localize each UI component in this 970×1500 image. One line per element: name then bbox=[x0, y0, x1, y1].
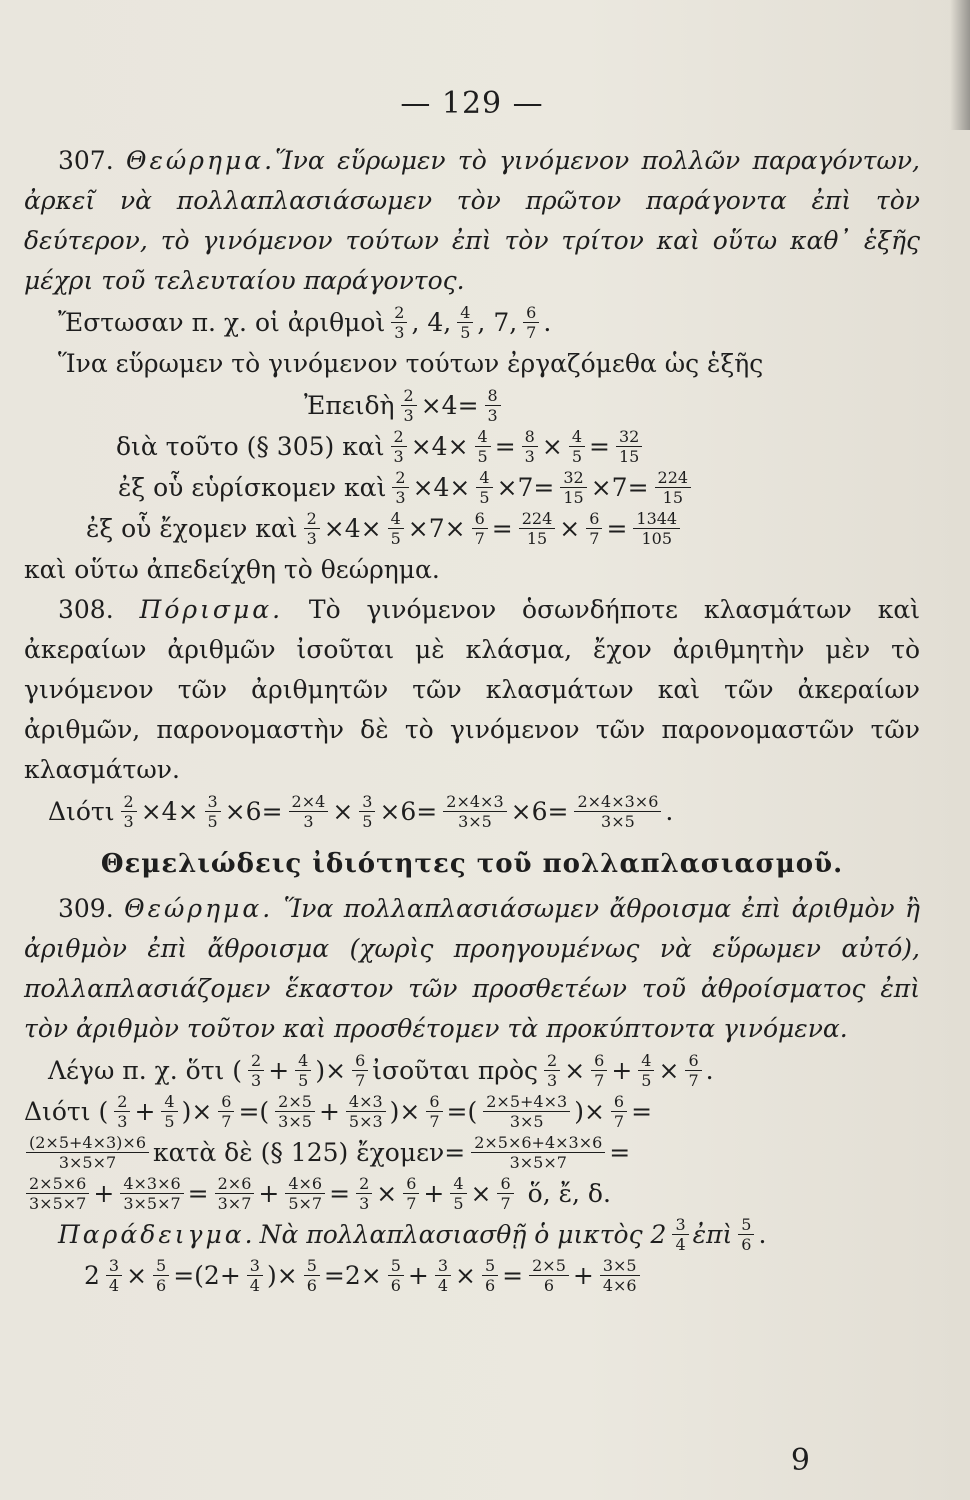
eq-op: = bbox=[491, 514, 513, 543]
signature-number: 9 bbox=[790, 1443, 810, 1478]
fraction: $\frac{5}{6}$ bbox=[304, 1256, 320, 1295]
fraction: $\frac{4\times 3}{5\times 3}$ bbox=[346, 1092, 386, 1131]
fraction: $\frac{1344}{105}$ bbox=[633, 509, 680, 548]
theorem-307-label: 307. bbox=[58, 146, 114, 175]
fraction: $\frac{4}{5}$ bbox=[295, 1051, 311, 1090]
fraction: $\frac{2}{3}$ bbox=[248, 1051, 264, 1090]
eq-op: 2 bbox=[84, 1261, 100, 1290]
fraction: $\frac{4}{5}$ bbox=[161, 1092, 177, 1131]
fraction: $\frac{3}{5}$ bbox=[359, 792, 375, 831]
corollary-text: Τὸ γινόμενον ὁσωνδήποτε κλασμάτων καὶ ἀκεραίων ἀριθμῶν ἰσοῦται μὲ κλάσμα, ἔχον ἀριθμητὴν μὲν τὸ γινόμενον τῶν ἀριθμητῶν τῶν κλασμάτων καὶ τῶν ἀκεραίων ἀριθμῶν, παρονομαστὴν δὲ τὸ γινόμενον τῶν παρονομαστῶν τῶν κλασμάτων. bbox=[24, 595, 921, 784]
eq-op: + bbox=[572, 1261, 594, 1290]
eq-op: )× bbox=[266, 1261, 298, 1290]
example-equation bbox=[84, 1256, 920, 1295]
equation-309-claim bbox=[48, 1051, 920, 1090]
eq-op: × bbox=[559, 514, 581, 543]
eq-op: = bbox=[329, 1179, 351, 1208]
eq-op: + bbox=[407, 1261, 429, 1290]
fraction: $\frac{2}{3}$ bbox=[391, 303, 407, 342]
fraction: $\frac{2}{3}$ bbox=[356, 1174, 372, 1213]
fraction: $\frac{6}{7}$ bbox=[472, 509, 488, 548]
eq-op: . bbox=[665, 797, 674, 826]
eq-text: διὰ τοῦτο (§ 305) καὶ bbox=[116, 432, 385, 461]
example-sep: , 4, bbox=[411, 308, 452, 337]
fraction: $\frac{2}{3}$ bbox=[121, 792, 137, 831]
fraction: $\frac{2\times 4\times 3\times 6}{3\times 5}$ bbox=[574, 792, 661, 831]
example-text: ἐπὶ bbox=[692, 1220, 733, 1249]
fraction: $\frac{224}{15}$ bbox=[655, 468, 692, 507]
fraction: $\frac{4\times 6}{5\times 7}$ bbox=[285, 1174, 325, 1213]
example-title: Παράδειγμα. bbox=[58, 1220, 256, 1249]
page-edge-shadow bbox=[950, 0, 970, 130]
fraction: $\frac{2}{3}$ bbox=[392, 468, 408, 507]
equation-308 bbox=[48, 792, 920, 831]
page-number: — 129 — bbox=[400, 86, 544, 121]
fraction: $\frac{3}{4}$ bbox=[672, 1215, 688, 1254]
fraction: $\frac{(2\times 5+4\times 3)\times 6}{3\times 5\times 7}$ bbox=[26, 1133, 149, 1172]
fraction: $\frac{6}{7}$ bbox=[685, 1051, 701, 1090]
equation-309-proof-1 bbox=[24, 1092, 920, 1131]
example-307-numbers bbox=[58, 303, 920, 342]
eq-op: × bbox=[470, 1179, 492, 1208]
fraction: $\frac{32}{15}$ bbox=[560, 468, 586, 507]
eq-op: + bbox=[93, 1179, 115, 1208]
eq-op: . bbox=[758, 1220, 767, 1249]
eq-op: = bbox=[606, 514, 628, 543]
eq-text: ἐξ οὗ εὑρίσκομεν καὶ bbox=[118, 473, 387, 502]
fraction: $\frac{2\times 6}{3\times 7}$ bbox=[215, 1174, 255, 1213]
eq-op: )× bbox=[574, 1097, 605, 1126]
fraction: $\frac{6}{7}$ bbox=[611, 1092, 627, 1131]
fraction: $\frac{2}{3}$ bbox=[544, 1051, 560, 1090]
corollary-label: 308. bbox=[58, 595, 114, 624]
eq-op: + bbox=[423, 1179, 445, 1208]
eq-op: + bbox=[318, 1097, 340, 1126]
fraction: $\frac{6}{7}$ bbox=[352, 1051, 368, 1090]
fraction: $\frac{2}{3}$ bbox=[391, 427, 407, 466]
eq-op: ×4× bbox=[410, 432, 469, 461]
eq-op: )× bbox=[181, 1097, 213, 1126]
theorem-309-text: Ἵνα πολλαπλασιάσωμεν ἄθροισμα ἐπὶ ἀριθμὸν ἢ ἀριθμὸν ἐπὶ ἄθροισμα (χωρὶς προηγουμένως νὰ εὕρωμεν αὐτό), πολλαπλασιάζομεν ἕκαστον τῶν προσθετέων τοῦ ἀθροίσματος ἐπὶ τὸν ἀριθμὸν τοῦτον καὶ προσθέτομεν τὰ προκύπτοντα γινόμενα. bbox=[24, 894, 920, 1043]
eq-op: ×6= bbox=[224, 797, 283, 826]
example-statement bbox=[58, 1215, 920, 1254]
fraction: $\frac{8}{3}$ bbox=[485, 386, 501, 425]
fraction: $\frac{6}{7}$ bbox=[586, 509, 602, 548]
eq-text: ἐξ οὗ ἔχομεν καὶ bbox=[86, 514, 298, 543]
corollary-308 bbox=[24, 590, 920, 790]
example-sep: . bbox=[543, 308, 552, 337]
fraction: $\frac{2}{3}$ bbox=[401, 386, 417, 425]
theorem-309 bbox=[24, 889, 920, 1049]
fraction: $\frac{4}{5}$ bbox=[450, 1174, 466, 1213]
fraction: $\frac{2}{3}$ bbox=[114, 1092, 130, 1131]
eq-op: ×4× bbox=[323, 514, 382, 543]
equation-309-proof-3 bbox=[24, 1174, 920, 1213]
section-heading: Θεμελιώδεις ἰδιότητες τοῦ πολλαπλασιασμοῦ. bbox=[100, 849, 844, 879]
eq-op: ×4× bbox=[412, 473, 471, 502]
fraction: $\frac{5}{6}$ bbox=[482, 1256, 498, 1295]
fraction: $\frac{224}{15}$ bbox=[519, 509, 556, 548]
fraction: $\frac{4}{5}$ bbox=[476, 468, 492, 507]
eq-op: × bbox=[541, 432, 563, 461]
theorem-307 bbox=[24, 141, 920, 301]
theorem-307-title: Θεώρημα. bbox=[125, 146, 276, 175]
eq-text: Ἐπειδὴ bbox=[304, 391, 395, 420]
example-text: Νὰ πολλαπλασιασθῇ ὁ μικτὸς 2 bbox=[259, 1220, 667, 1249]
eq-text: ὅ, ἔ, δ. bbox=[527, 1179, 611, 1208]
eq-op: + bbox=[611, 1056, 633, 1085]
eq-op: × bbox=[376, 1179, 398, 1208]
fraction: $\frac{5}{6}$ bbox=[738, 1215, 754, 1254]
conclusion-307: καὶ οὕτω ἀπεδείχθη τὸ θεώρημα. bbox=[24, 555, 440, 584]
fraction: $\frac{6}{7}$ bbox=[523, 303, 539, 342]
eq-op: =(2+ bbox=[173, 1261, 241, 1290]
eq-op: = bbox=[609, 1138, 631, 1167]
eq-op: × bbox=[455, 1261, 476, 1290]
eq-op: = bbox=[187, 1179, 209, 1208]
eq-op: ×6= bbox=[379, 797, 438, 826]
eq-op: = bbox=[494, 432, 516, 461]
eq-op: × bbox=[126, 1261, 148, 1290]
eq-text: Λέγω π. χ. ὅτι ( bbox=[48, 1056, 243, 1085]
example-sep: , 7, bbox=[477, 308, 518, 337]
fraction: $\frac{5}{6}$ bbox=[153, 1256, 169, 1295]
eq-text: ἰσοῦται πρὸς bbox=[372, 1056, 539, 1085]
fraction: $\frac{5}{6}$ bbox=[388, 1256, 404, 1295]
fraction: $\frac{3\times 5}{4\times 6}$ bbox=[600, 1256, 640, 1295]
eq-op: ×7= bbox=[496, 473, 555, 502]
eq-op: + bbox=[134, 1097, 156, 1126]
eq-op: = bbox=[631, 1097, 653, 1126]
eq-op: + bbox=[258, 1179, 280, 1208]
fraction: $\frac{4}{5}$ bbox=[475, 427, 491, 466]
fraction: $\frac{2\times 5}{3\times 5}$ bbox=[275, 1092, 315, 1131]
equation-307-1 bbox=[304, 386, 920, 425]
eq-op: × bbox=[332, 797, 354, 826]
fraction: $\frac{4}{5}$ bbox=[457, 303, 473, 342]
eq-op: =( bbox=[238, 1097, 270, 1126]
equation-307-3 bbox=[118, 468, 920, 507]
fraction: $\frac{2}{3}$ bbox=[304, 509, 320, 548]
theorem-309-label: 309. bbox=[58, 894, 114, 923]
fraction: $\frac{2\times 4\times 3}{3\times 5}$ bbox=[443, 792, 506, 831]
fraction: $\frac{2\times 5\times 6}{3\times 5\times 7}$ bbox=[26, 1174, 89, 1213]
fraction: $\frac{6}{7}$ bbox=[426, 1092, 442, 1131]
fraction: $\frac{6}{7}$ bbox=[591, 1051, 607, 1090]
eq-op: =( bbox=[446, 1097, 478, 1126]
equation-307-4 bbox=[86, 509, 920, 548]
equation-307-2 bbox=[116, 427, 920, 466]
theorem-307-text: Ἵνα εὕρωμεν τὸ γινόμενον πολλῶν παραγόντων, ἀρκεῖ νὰ πολλαπλασιάσωμεν τὸν πρῶτον παράγοντα ἐπὶ τὸν δεύτερον, τὸ γινόμενον τούτων ἐπὶ τὸν τρίτον καὶ οὕτω καθ᾽ ἑξῆς μέχρι τοῦ τελευταίου παράγοντος. bbox=[24, 146, 920, 295]
eq-op: + bbox=[268, 1056, 290, 1085]
fraction: $\frac{6}{7}$ bbox=[497, 1174, 513, 1213]
corollary-title: Πόρισμα. bbox=[139, 595, 284, 624]
eq-op: =2× bbox=[323, 1261, 382, 1290]
eq-op: )× bbox=[315, 1056, 347, 1085]
fraction: $\frac{6}{7}$ bbox=[403, 1174, 419, 1213]
fraction: $\frac{3}{4}$ bbox=[106, 1256, 122, 1295]
fraction: $\frac{3}{5}$ bbox=[205, 792, 221, 831]
eq-op: × bbox=[564, 1056, 586, 1085]
eq-op: ×4= bbox=[420, 391, 479, 420]
eq-text: Διότι ( bbox=[24, 1097, 109, 1126]
eq-op: = bbox=[589, 432, 610, 461]
fraction: $\frac{3}{4}$ bbox=[247, 1256, 263, 1295]
eq-text: κατὰ δὲ (§ 125) ἔχομεν= bbox=[153, 1138, 466, 1167]
example-line2: Ἵνα εὕρωμεν τὸ γινόμενον τούτων ἐργαζόμεθα ὡς ἑξῆς bbox=[58, 349, 764, 378]
fraction: $\frac{3}{4}$ bbox=[435, 1256, 451, 1295]
equation-309-proof-2 bbox=[24, 1133, 920, 1172]
eq-op: = bbox=[502, 1261, 524, 1290]
fraction: $\frac{4}{5}$ bbox=[388, 509, 404, 548]
fraction: $\frac{6}{7}$ bbox=[218, 1092, 234, 1131]
eq-op: ×7= bbox=[590, 473, 649, 502]
fraction: $\frac{2\times 4}{3}$ bbox=[289, 792, 329, 831]
fraction: $\frac{32}{15}$ bbox=[616, 427, 642, 466]
fraction: $\frac{2\times 5}{6}$ bbox=[529, 1256, 569, 1295]
fraction: $\frac{2\times 5\times 6+4\times 3\times 6}{3\times 5\times 7}$ bbox=[471, 1133, 605, 1172]
fraction: $\frac{2\times 5+4\times 3}{3\times 5}$ bbox=[483, 1092, 570, 1131]
eq-op: ×7× bbox=[407, 514, 466, 543]
example-intro: Ἔστωσαν π. χ. οἱ ἀριθμοὶ bbox=[58, 308, 386, 337]
theorem-309-title: Θεώρημα. bbox=[124, 894, 274, 923]
fraction: $\frac{4\times 3\times 6}{3\times 5\times 7}$ bbox=[120, 1174, 183, 1213]
eq-op: . bbox=[705, 1056, 714, 1085]
fraction: $\frac{4}{5}$ bbox=[569, 427, 585, 466]
eq-text: Διότι bbox=[48, 797, 115, 826]
eq-op: × bbox=[658, 1056, 680, 1085]
fraction: $\frac{8}{3}$ bbox=[522, 427, 538, 466]
eq-op: ×6= bbox=[510, 797, 569, 826]
eq-op: ×4× bbox=[140, 797, 199, 826]
eq-op: )× bbox=[389, 1097, 421, 1126]
fraction: $\frac{4}{5}$ bbox=[638, 1051, 654, 1090]
